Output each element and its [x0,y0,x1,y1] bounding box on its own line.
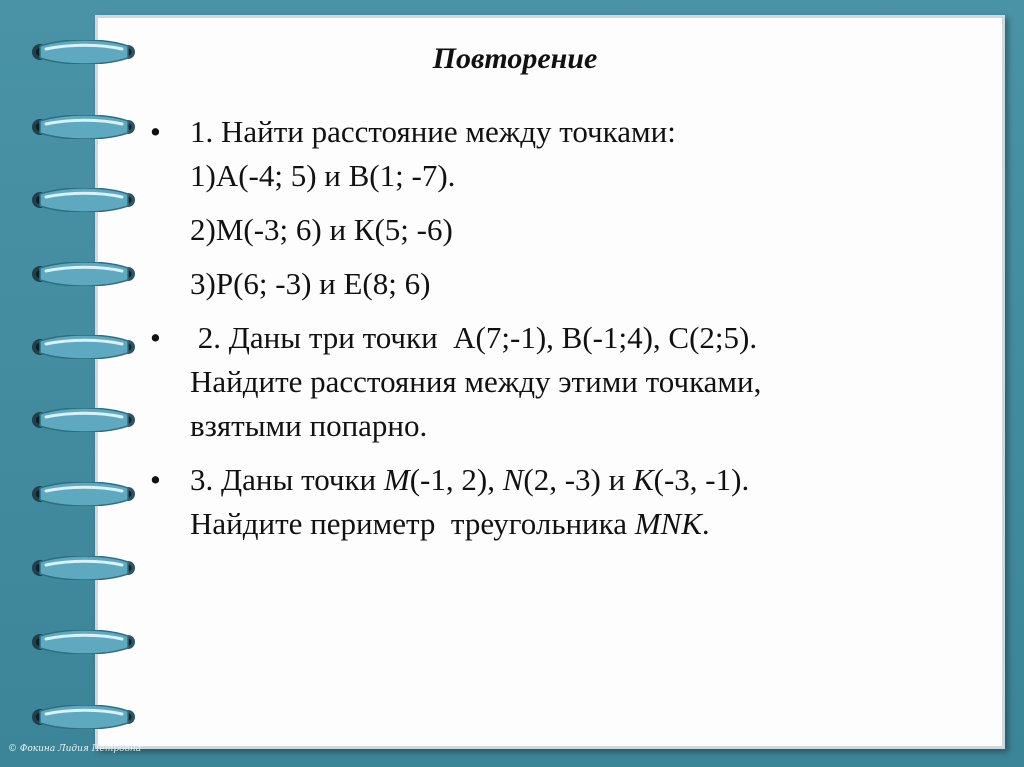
item3-line2-suffix: . [701,506,710,541]
spiral-ring-icon [30,40,140,62]
item1-line3: 2)М(-3; 6) и К(5; -6) [190,212,453,247]
bullet-icon: • [150,114,161,149]
spiral-ring-icon [30,408,140,430]
triangle-mnk: MNK [634,506,702,541]
item1-line1: 1. Найти расстояние между точками: [190,114,676,149]
item2-line2: Найдите расстояния между этими точками, [190,364,762,399]
spiral-ring-icon [30,335,140,357]
bullet-icon: • [150,462,161,497]
slide-content [150,110,980,546]
page-title: Повторение [432,42,598,75]
item3-prefix: 3. Даны точки [190,462,384,497]
list-item-3 [150,458,980,546]
point-k-coords: (-3, -1). [653,462,750,497]
spiral-ring-icon [30,262,140,284]
spiral-ring-icon [30,556,140,578]
item3-line2 [190,502,980,546]
spiral-ring-icon [30,115,140,137]
item1-line2: 1)А(-4; 5) и В(1; -7). [190,158,456,193]
item2-line3: взятыми попарно. [190,408,428,443]
spiral-ring-icon [30,630,140,652]
copyright-text: © Фокина Лидия Петровна [8,744,142,754]
list-item-2 [150,316,980,448]
spiral-ring-icon [30,188,140,210]
point-m: M [383,462,410,497]
spiral-ring-icon [30,705,140,727]
point-n: N [502,462,524,497]
point-m-coords: (-1, 2), [409,462,503,497]
point-k: K [632,462,654,497]
item2-line1: 2. Даны три точки А(7;-1), В(-1;4), С(2;5). [190,320,758,355]
item3-line1 [190,458,980,502]
spiral-ring-icon [30,482,140,504]
list-item-1 [150,110,980,306]
item3-line2-prefix: Найдите периметр треугольника [190,506,635,541]
item1-line4: 3)Р(6; -3) и Е(8; 6) [190,266,431,301]
point-n-coords: (2, -3) и [523,462,633,497]
bullet-icon: • [150,320,161,355]
